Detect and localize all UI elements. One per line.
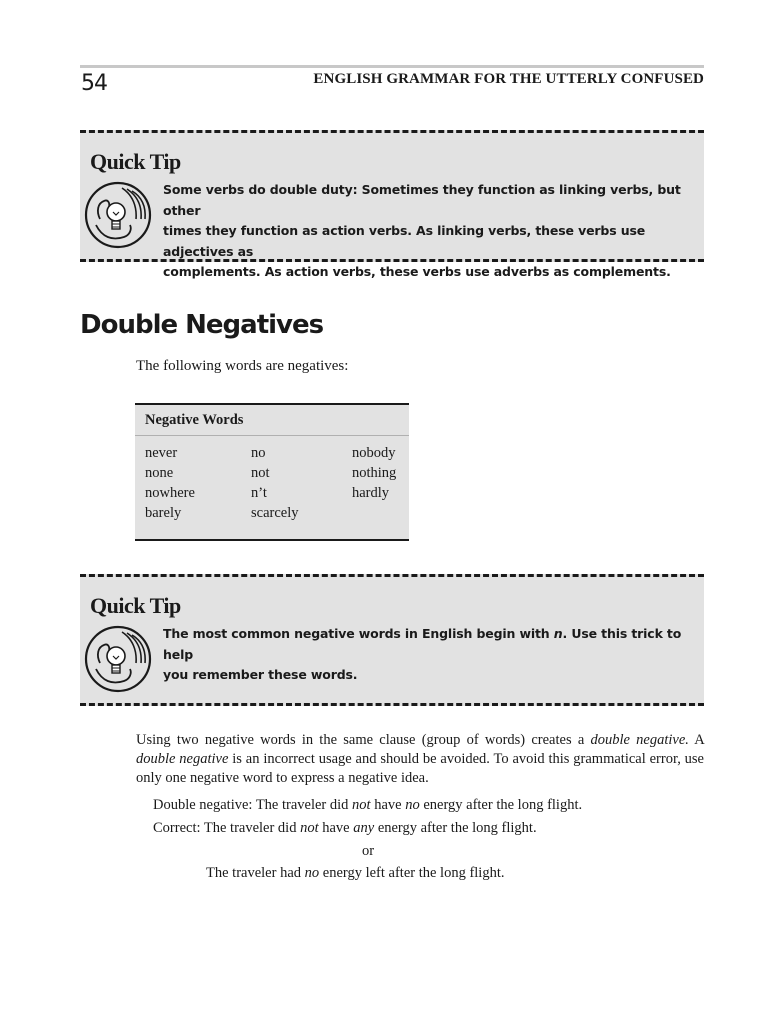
table-cell: scarcely xyxy=(251,505,299,521)
quick-tip-text xyxy=(163,180,691,283)
lightbulb-hand-icon xyxy=(82,621,160,699)
table-cell: barely xyxy=(145,505,182,521)
running-head: ENGLISH GRAMMAR FOR THE UTTERLY CONFUSED xyxy=(313,71,704,87)
quick-tip-text xyxy=(163,624,691,686)
table-cell: never xyxy=(145,445,178,461)
table-cell: nobody xyxy=(352,445,396,461)
example-alternative: The traveler had no energy left after the long flight. xyxy=(206,865,505,881)
intro-text: The following words are negatives: xyxy=(136,358,349,374)
section-title: Double Negatives xyxy=(80,310,324,340)
example-double-negative: Double negative: The traveler did not have no energy after the long flight. xyxy=(153,797,583,813)
quick-tip-title: Quick Tip xyxy=(90,593,181,618)
quick-tip-title: Quick Tip xyxy=(90,149,181,174)
table-cell: n’t xyxy=(251,485,267,501)
example-or: or xyxy=(362,843,375,859)
table-title: Negative Words xyxy=(145,412,244,428)
table-cell: no xyxy=(251,445,266,461)
quick-tip-box xyxy=(80,130,704,279)
table-cell: none xyxy=(145,465,174,481)
tip-line: complements. As action verbs, these verbs use adverbs as complements. xyxy=(163,264,671,279)
tip-line: The most common negative words in English begin with n. Use this trick to help xyxy=(163,626,682,662)
tip-line: you remember these words. xyxy=(163,667,358,682)
example-correct: Correct: The traveler did not have any energy after the long flight. xyxy=(153,820,537,836)
tip-line: Some verbs do double duty: Sometimes they function as linking verbs, but other xyxy=(163,182,681,218)
negative-words-table xyxy=(135,403,409,541)
table-cell: nowhere xyxy=(145,485,195,501)
quick-tip-box xyxy=(80,574,704,706)
table-cell: nothing xyxy=(352,465,397,481)
body-paragraph: Using two negative words in the same clause (group of words) creates a double negative. A double negative is an incorrect usage and should be avoided. To avoid this grammatical error, use only one negative word to express a negative idea. xyxy=(136,732,704,786)
lightbulb-hand-icon xyxy=(82,177,160,255)
table-divider xyxy=(135,435,409,436)
table-cell: hardly xyxy=(352,485,390,501)
tip-line: times they function as action verbs. As linking verbs, these verbs use adjectives as xyxy=(163,223,646,259)
page-number: 54 xyxy=(81,71,107,96)
header-rule xyxy=(80,65,704,68)
table-cell: not xyxy=(251,465,270,481)
